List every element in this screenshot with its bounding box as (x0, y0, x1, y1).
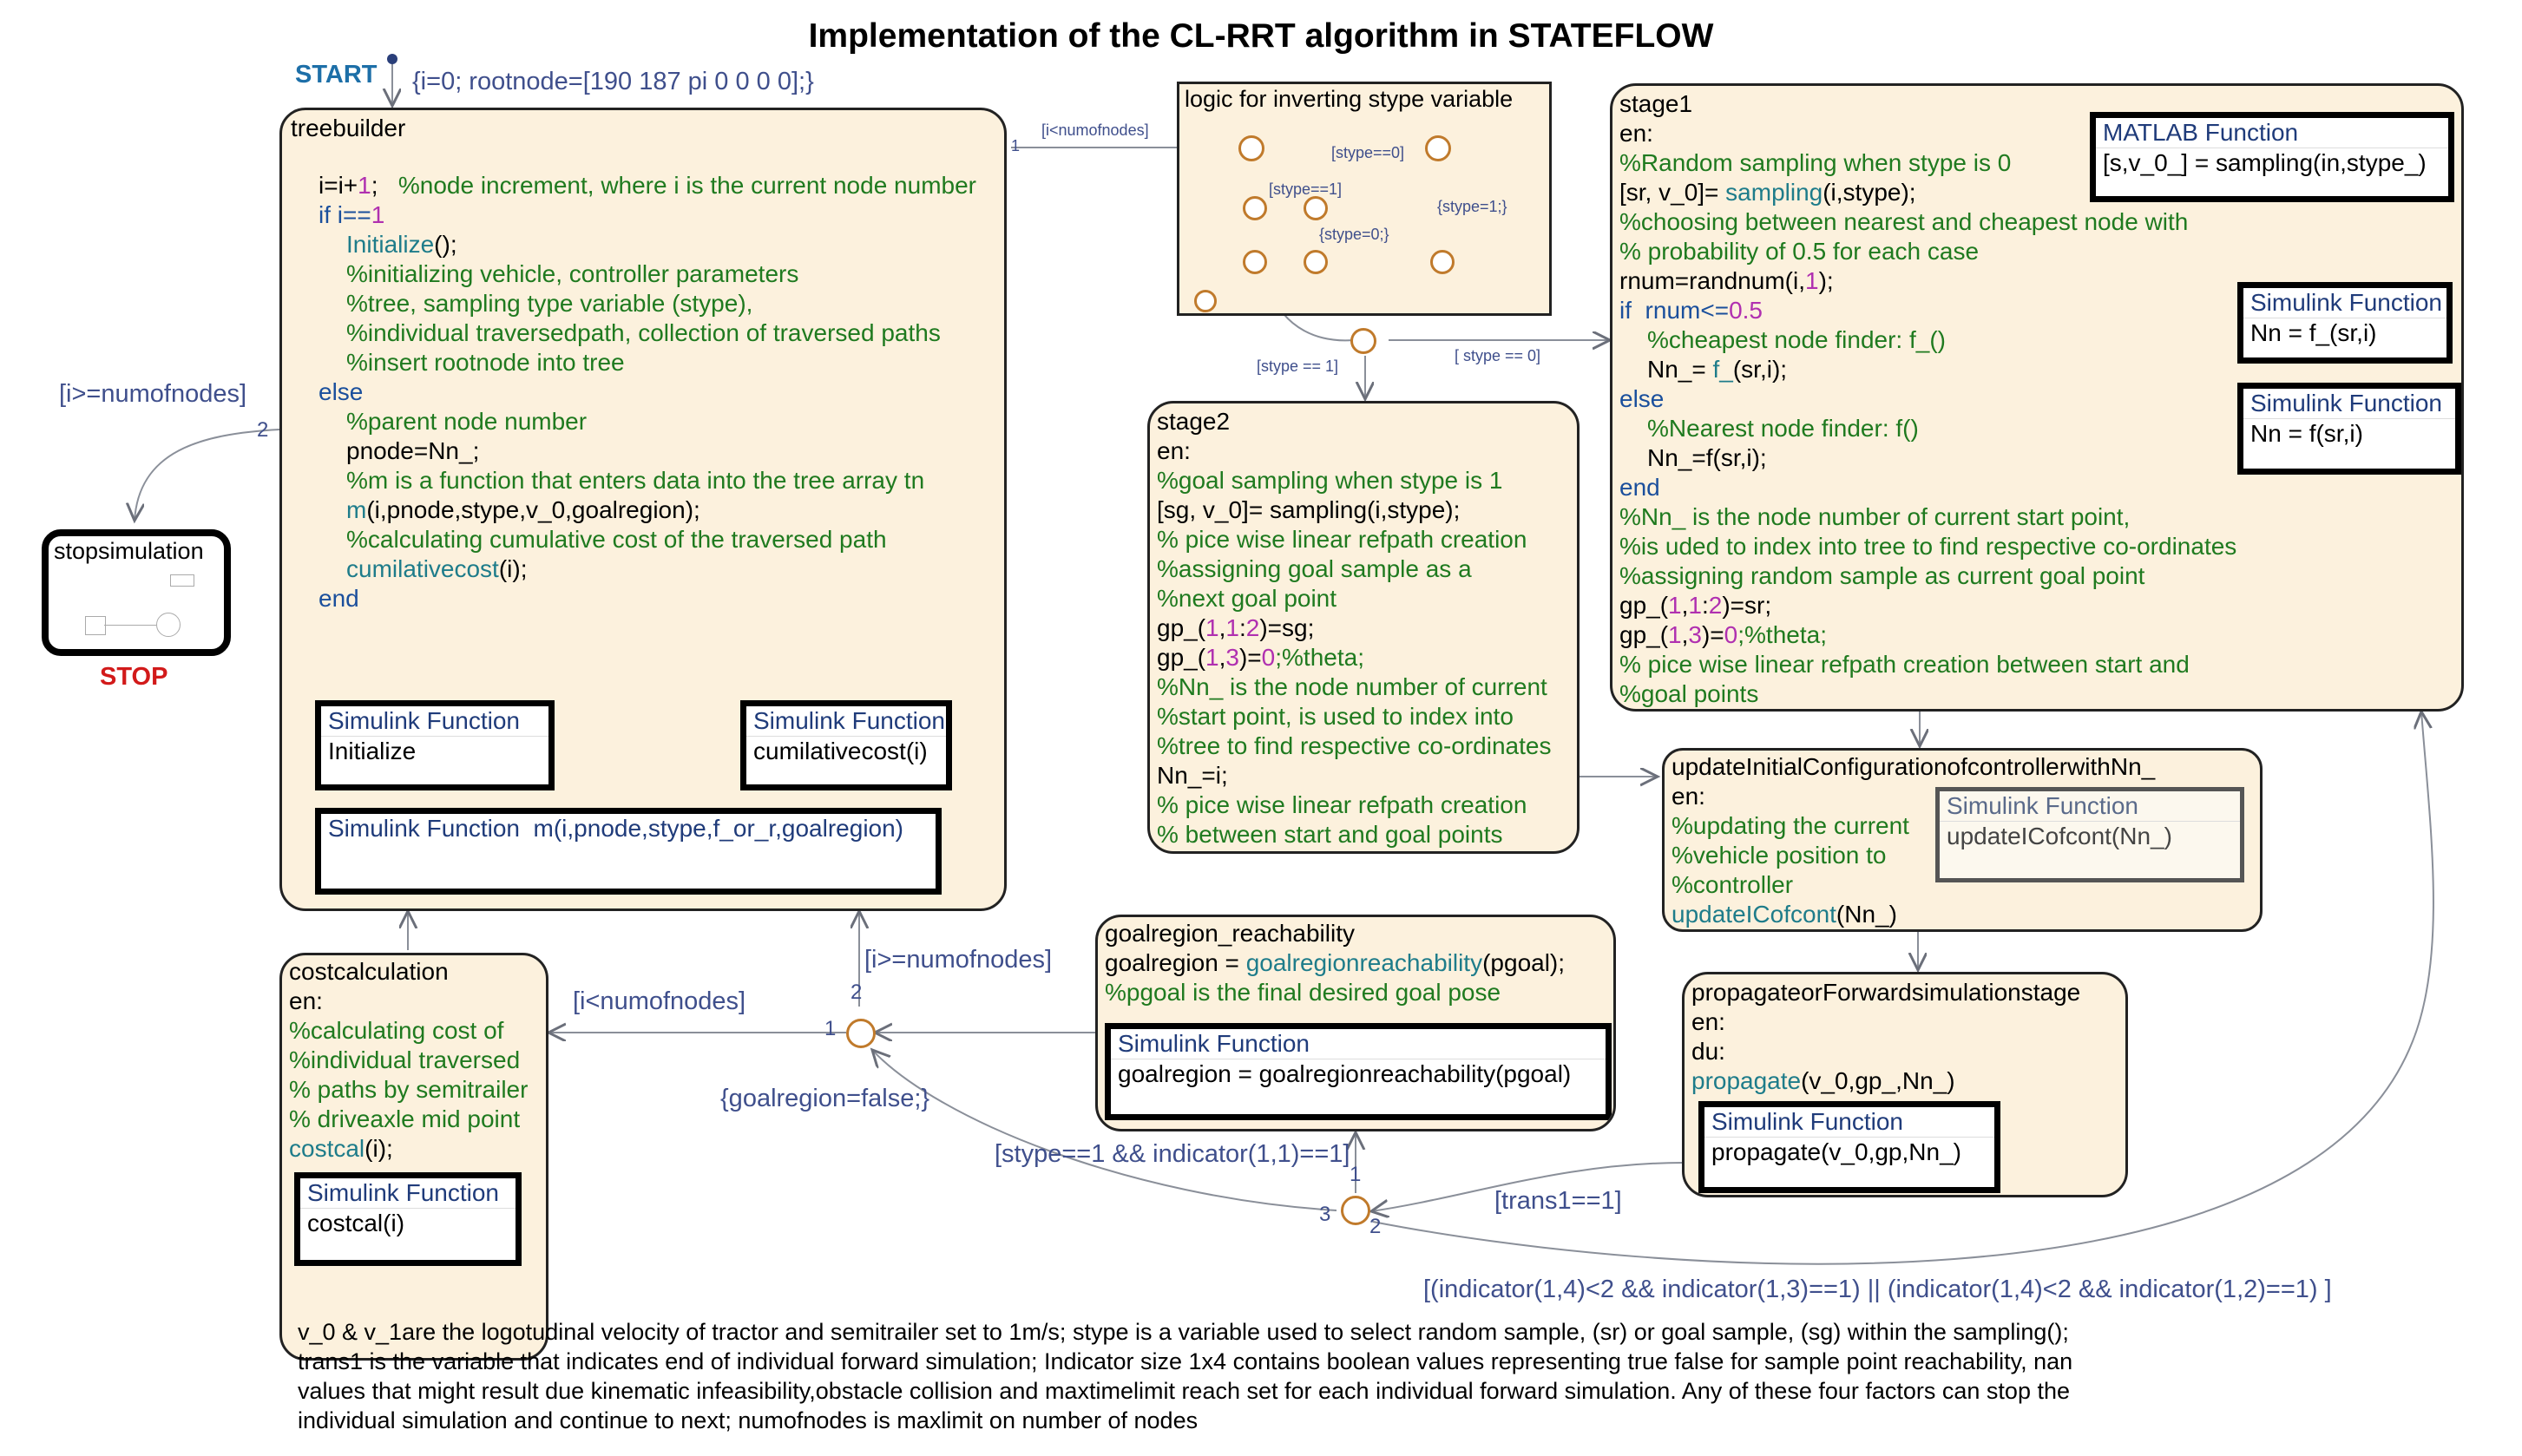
logic-junction-4[interactable] (1304, 196, 1328, 220)
stype-indicator-condition[interactable]: [stype==1 && indicator(1,1)==1] (995, 1140, 1350, 1168)
page-title: Implementation of the CL-RRT algorithm in STATEFLOW (808, 17, 1714, 55)
simulink-fn-cumilativecost[interactable]: Simulink Function cumilativecost(i) (740, 700, 952, 790)
footnote: v_0 & v_1are the logotudinal velocity of tractor and semitrailer set to 1m/s; stype is a variable used to select random sample, (sr) or goal sample, (sg) within the sampling(); trans1 is the variable that indicates end of individual forward simulation; Indicator size 1x4 contains boolean values representing true false for sample point reachability, nan values that might result due kinematic infeasibility,obstacle collision and maxtimelimit reach set for each individual forward simulation. Any of these four factors can stop the individual simulation and continue to next; numofnodes is maxlimit on number of nodes (298, 1319, 2073, 1433)
stage1-state[interactable] (1610, 83, 2464, 712)
treebuilder-code: i=i+1; %node increment, where i is the current node number if i==1 Initialize(); %initializing vehicle, controller parameters %tree, sampling type variable (stype), %individual traversedpath, collection of traversed paths %insert rootnode into tree else %parent node number pnode=Nn_; %m is a function that enters data into the tree array tn m(i,pnode,stype,v_0,goalregion); %calculating cumulative cost of the traversed path cumilativecost(i); end (319, 172, 976, 612)
update-code: updateInitialConfigurationofcontrollerwithNn_ en: %updating the current %vehicle position to %controller updateICofcont(Nn_) (1671, 753, 2156, 928)
simulink-fn-f-cheapest[interactable]: Simulink Function Nn = f_(sr,i) (2237, 282, 2453, 364)
stage2-state[interactable] (1147, 401, 1580, 854)
stype-eq-0-label[interactable]: [ stype == 0] (1455, 347, 1541, 364)
trans1-condition[interactable]: [trans1==1] (1494, 1187, 1622, 1215)
stype-junction[interactable] (1350, 328, 1376, 354)
stage1-code: stage1 en: %Random sampling when stype is 0 [sr, v_0]= sampling(i,stype); %choosing between nearest and cheapest node with % probability of 0.5 for each case rnum=randnum(i,1); if rnum<=0.5 %cheapest node finder: f_() Nn_= f_(sr,i); else %Nearest node finder: f() Nn_=f(sr,i); end %Nn_ is the node number of current start point, %is uded to index into tree to find respective co-ordinates %assigning random sample as current goal point gp_(1,1:2)=sr; gp_(1,3)=0;%theta; % pice wise linear refpath creation between start and %goal points (1619, 90, 2237, 707)
i-ge-numofnodes-left[interactable]: [i>=numofnodes] (59, 380, 247, 408)
indicator-condition[interactable]: [(indicator(1,4)<2 && indicator(1,3)==1) || (indicator(1,4)<2 && indicator(1,2)==1) ] (1423, 1276, 2332, 1303)
costcalc-code: costcalculation en: %calculating cost of %individual traversed % paths by semitrailer % driveaxle mid point costcal(i); (289, 958, 529, 1162)
update-initial-config-state[interactable] (1662, 748, 2263, 932)
tree-to-stop[interactable] (135, 430, 279, 521)
treebuilder-state[interactable] (279, 108, 1007, 911)
goalregion-code: goalregion_reachability goalregion = goalregionreachability(pgoal); %pgoal is the final desired goal pose (1105, 920, 1566, 1006)
treebuilder-title: treebuilder (291, 115, 406, 141)
logic-junction-8[interactable] (1194, 290, 1217, 312)
stop-mini-box (85, 616, 106, 635)
simulink-fn-propagate[interactable]: Simulink Function propagate(v_0,gp,Nn_) (1698, 1101, 2000, 1193)
start-dot[interactable] (387, 54, 397, 64)
stopsimulation-state[interactable] (42, 529, 231, 656)
junction-3[interactable] (1341, 1196, 1370, 1225)
propagate-code: propagateorForwardsimulationstage en: du: propagate(v_0,gp_,Nn_) (1691, 979, 2081, 1094)
simulink-fn-costcal[interactable]: Simulink Function costcal(i) (294, 1172, 522, 1266)
stop-mini-circle (156, 613, 181, 637)
stage2-code: stage2 en: %goal sampling when stype is 1 [sg, v_0]= sampling(i,stype); % pice wise linear refpath creation %assigning goal sample as a %next goal point gp_(1,1:2)=sg; gp_(1,3)=0;%theta; %Nn_ is the node number of current %start point, is used to index into %tree to find respective co-ordinates Nn_=i; % pice wise linear refpath creation % between start and goal points (1157, 408, 1552, 848)
simulink-fn-goalregionreachability[interactable]: Simulink Function goalregion = goalregionreachability(pgoal) (1105, 1023, 1612, 1120)
i-lt-numofnodes-top[interactable]: [i<numofnodes] (1041, 121, 1149, 139)
logic-junction-2[interactable] (1425, 135, 1451, 161)
matlab-fn-sampling[interactable]: MATLAB Function [s,v_0_] = sampling(in,stype_) (2090, 112, 2454, 202)
simulink-fn-m[interactable]: Simulink Function m(i,pnode,stype,f_or_r,goalregion) (315, 808, 942, 895)
goalregion-reachability-state[interactable] (1095, 915, 1616, 1131)
logic-junction-5[interactable] (1243, 250, 1267, 274)
logic-title: logic for inverting stype variable (1185, 86, 1514, 112)
start-init-action: {i=0; rootnode=[190 187 pi 0 0 0 0];} (412, 68, 814, 95)
simulink-fn-f-nearest[interactable]: Simulink Function Nn = f(sr,i) (2237, 383, 2461, 475)
junction-1[interactable] (846, 1019, 876, 1048)
stype-eq-1-label[interactable]: [stype == 1] (1257, 357, 1339, 375)
stateflow-canvas: Implementation of the CL-RRT algorithm in STATEFLOW START {i=0; rootnode=[190 187 pi 0 0 0 0];} treebuilder i=i+1; %node increment, where i is the current node number if i==1 Initialize(); %initializing vehicle, controller parameters %tree, sampling type variable (stype), %individual traversedpath, collection of traversed paths %insert rootnode into tree else %parent node number pnode=Nn_; %m is a function that enters data into the tree array tn m(i,pnode,stype,v_0,goalregion); %calculating cumulative cost of the traversed path cumilativecost(i); end Simulink Function Initialize Simulink Function cumilativecost(i) Simulink Function m(i,pnode,stype,f_or_r,goalregion) stopsimulation STOP [i>=numofnodes] 2 [i<numofnodes] 1 logic for inverting stype variable [stype==0] {stype=1;} [stype==1] {stype=0;} [stype == 1] [ stype == 0] stage1 en: %Random sampling when stype is 0 [sr, v_0]= sampling(i,stype); %choosing between nearest and cheapest node with % probability of 0.5 for each case rnum=randnum(i,1); if rnum<=0.5 %cheapest node finder: f_() Nn_= f_(sr,i); else %Nearest node finder: f() Nn_=f(sr,i); end %Nn_ is the node number of current start point, %is uded to index into tree to find respective co-ordinates %assigning random sample as current goal point gp_(1,1:2)=sr; gp_(1,3)=0;%theta; % pice wise linear refpath creation between start and %goal points MATLAB Function [s,v_0_] = sampling(in,stype_) Simulink Function Nn = f_(sr,i) Simulink Function Nn = f(sr,i) stage2 en: %goal sampling when stype is 1 [sg, v_0]= sampling(i,stype); % pice wise linear refpath creation %assigning goal sample as a %next goal point gp_(1,1:2)=sg; gp_(1,3)=0;%theta; %Nn_ is the node number of current %start point, is used to index into %tree to find respective co-ordinates Nn_=i; % pice wise linear refpath creation % between start and goal points updateInitialConfigurationofcontrollerwithNn_ en: %updating the current %vehicle position to %controller updateICofcont(Nn_) Simulink Function updateICofcont(Nn_) propagateorForwardsimulationstage en: du: propagate(v_0,gp_,Nn_) Simulink Function propagate(v_0,gp,Nn_) goalregion_reachability goalregion = goalregionreachability(pgoal); %pgoal is the final desired goal pose Simulink Function goalregion = goalregionreachability(pgoal) costcalculation en: %calculating cost of %individual traversed % paths by semitrailer % driveaxle mid point costcal(i); Simulink Function costcal(i) [i>=numofnodes] [i<numofnodes] {goalregion=false;} [stype==1 && indicator(1,1)==1] [trans1==1] [(indicator(1,4)<2 && indicator(1,3)==1) || (indicator(1,4)<2 && indicator(1,2)==1) ] 2 1 1 3 2 v_0 & v_1are the logotudinal velocity of tractor and semitrailer set to 1m/s; stype is a variable used to select random sample, (sr) or goal sample, (sg) within the sampling(); trans1 is the variable that indicates end of individual forward simulation; Indicator size 1x4 contains boolean values representing true false for sample point reachability, nan values that might result due kinematic infeasibility,obstacle collision and maxtimelimit reach set for each individual forward simulation. Any of these four factors can stop the individual simulation and continue to next; numofnodes is maxlimit on number of nodes (0, 0, 2522, 1456)
simulink-fn-initialize[interactable]: Simulink Function Initialize (315, 700, 555, 790)
stop-label: STOP (100, 663, 168, 691)
simulink-fn-updateicofcont[interactable]: Simulink Function updateICofcont(Nn_) (1935, 787, 2244, 882)
logic-junction-7[interactable] (1430, 250, 1455, 274)
logic-junction-1[interactable] (1238, 135, 1264, 161)
costcalculation-state[interactable] (279, 953, 548, 1361)
logic-junction-6[interactable] (1304, 250, 1328, 274)
i-lt-numofnodes-mid[interactable]: [i<numofnodes] (573, 987, 746, 1015)
goalregion-false-action[interactable]: {goalregion=false;} (720, 1085, 930, 1112)
stop-mini-icon (170, 574, 194, 587)
start-label: START (295, 61, 378, 89)
logic-junction-3[interactable] (1243, 196, 1267, 220)
stopsimulation-title: stopsimulation (54, 538, 204, 564)
i-ge-numofnodes-mid[interactable]: [i>=numofnodes] (864, 946, 1053, 974)
propagate-state[interactable] (1682, 972, 2128, 1197)
